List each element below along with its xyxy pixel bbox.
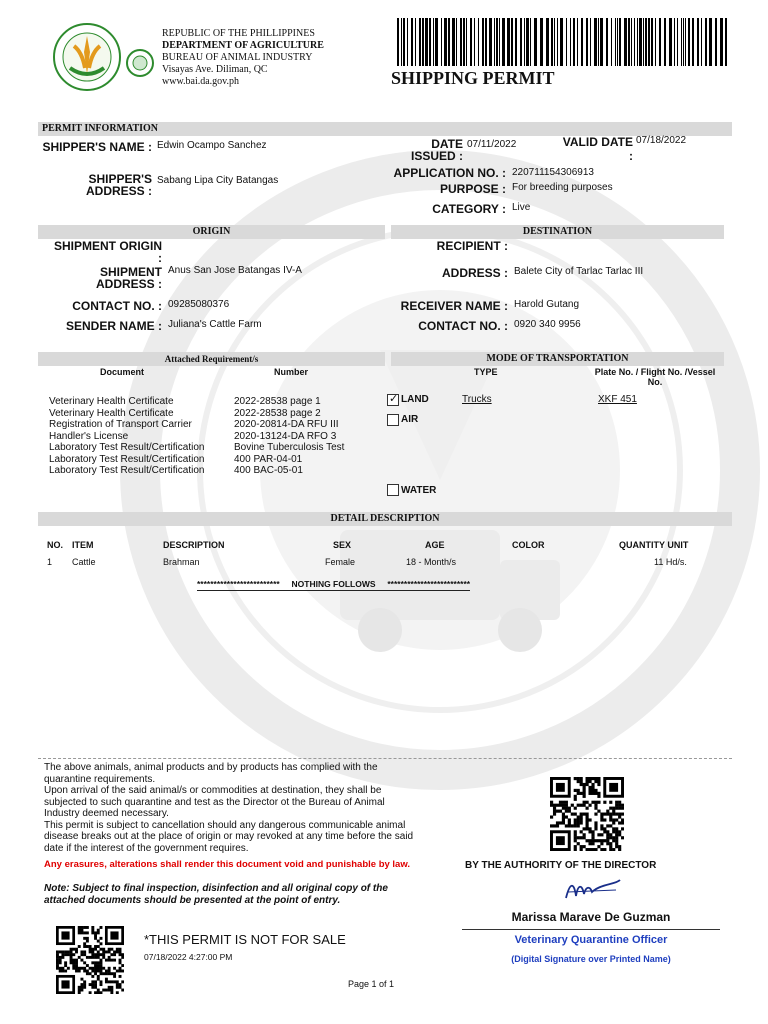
application-no-label: APPLICATION NO. : xyxy=(393,166,506,180)
detail-header-no: NO. xyxy=(47,540,64,550)
receiver-name-label: RECEIVER NAME : xyxy=(400,299,508,313)
shipper-name-label: SHIPPER'S NAME : xyxy=(42,140,152,154)
shipment-origin-label-1: SHIPMENT ORIGIN xyxy=(53,239,162,253)
footer-note-line2: attached documents should be presented at the point of entry. xyxy=(44,894,341,906)
qr-code-icon xyxy=(550,777,624,851)
detail-header-description: DESCRIPTION xyxy=(163,540,225,550)
signature-line xyxy=(462,929,720,930)
air-checkbox[interactable] xyxy=(387,414,399,426)
valid-date-label-1: VALID DATE xyxy=(562,135,633,149)
category-label: CATEGORY : xyxy=(432,202,506,216)
document-number: 2022-28538 page 1 xyxy=(234,396,321,407)
footer-para3-line3: date if the interest of the government requires. xyxy=(44,842,249,854)
origin-contact-label: CONTACT NO. : xyxy=(72,299,162,313)
transport-col-plate-2: No. xyxy=(647,377,663,387)
footer-para2-line2: subjected to such quarantine and test as the Director ot the Bureau of Animal xyxy=(44,796,385,808)
requirements-title: Attached Requirement/s xyxy=(164,354,259,364)
document-item: Veterinary Health Certificate xyxy=(49,407,174,419)
checkmark-icon: ✓ xyxy=(389,393,399,405)
date-issued: 07/11/2022 xyxy=(467,139,517,150)
da-logo-icon xyxy=(52,22,122,92)
timestamp: 07/18/2022 4:27:00 PM xyxy=(144,952,233,962)
document-item: Handler's License xyxy=(49,430,129,442)
footer-para3-line2: disease breaks out at the place of origin or may revoked at any time before the said xyxy=(44,831,414,842)
application-no: 220711154306913 xyxy=(512,167,594,178)
document-item: Registration of Transport Carrier xyxy=(49,419,192,430)
document-number: 2020-13124-DA RFO 3 xyxy=(234,430,337,442)
detail-header-item: ITEM xyxy=(72,540,94,550)
header-bureau: BUREAU OF ANIMAL INDUSTRY xyxy=(162,52,313,63)
signatory-title: Veterinary Quarantine Officer xyxy=(514,934,668,946)
detail-header-sex: SEX xyxy=(333,540,352,550)
valid-date: 07/18/2022 xyxy=(636,135,687,146)
purpose-label: PURPOSE : xyxy=(439,182,506,196)
detail-title: DETAIL DESCRIPTION xyxy=(330,513,440,524)
footer-para2-line3: Industry deemed necessary. xyxy=(44,808,169,819)
land-type: Trucks xyxy=(462,394,492,405)
signature-note: (Digital Signature over Printed Name) xyxy=(511,954,671,964)
transport-col-type: TYPE xyxy=(474,367,498,377)
transport-col-plate-1: Plate No. / Flight No. /Vessel xyxy=(594,367,716,377)
destination-address-label: ADDRESS : xyxy=(441,266,508,280)
signature-icon xyxy=(562,874,622,908)
document-number: 2020-20814-DA RFU III xyxy=(234,419,339,430)
destination-address: Balete City of Tarlac Tarlac III xyxy=(514,266,644,277)
not-for-sale: *THIS PERMIT IS NOT FOR SALE xyxy=(144,932,346,947)
air-label: AIR xyxy=(401,414,419,425)
signatory-name: Marissa Marave De Guzman xyxy=(511,910,671,924)
detail-header-quantity: QUANTITY UNIT xyxy=(619,540,689,550)
header-republic: REPUBLIC OF THE PHILLIPPINES xyxy=(162,28,315,39)
footer-para2-line1: Upon arrival of the said animal/s or commodities at destination, they shall be xyxy=(44,785,382,796)
requirements-col-document: Document xyxy=(100,367,145,377)
detail-header-color: COLOR xyxy=(512,540,545,550)
bai-logo-icon xyxy=(125,48,155,78)
shipper-name: Edwin Ocampo Sanchez xyxy=(157,140,267,151)
detail-row-sex: Female xyxy=(325,557,356,567)
land-plate: XKF 451 xyxy=(598,394,637,405)
valid-date-label-2: : xyxy=(629,149,633,163)
barcode-icon xyxy=(397,18,727,66)
permit-info-title: PERMIT INFORMATION xyxy=(42,123,159,134)
shipper-address: Sabang Lipa City Batangas xyxy=(157,175,279,186)
document-number: Bovine Tuberculosis Test xyxy=(234,442,345,453)
detail-row-age: 18 - Month/s xyxy=(406,557,457,567)
header-website: www.bai.da.gov.ph xyxy=(162,76,240,87)
shipment-address: Anus San Jose Batangas IV-A xyxy=(168,265,302,276)
authority-text: BY THE AUTHORITY OF THE DIRECTOR xyxy=(465,860,657,871)
document-item: Laboratory Test Result/Certification xyxy=(49,465,205,476)
transport-title: MODE OF TRANSPORTATION xyxy=(486,353,629,364)
date-issued-label-1: DATE xyxy=(431,137,463,151)
origin-contact: 09285080376 xyxy=(168,299,230,310)
footer-para3-line1: This permit is subject to cancellation should any dangerous communicable animal xyxy=(44,819,406,831)
detail-row-item: Cattle xyxy=(72,557,96,567)
page-number: Page 1 of 1 xyxy=(348,979,395,989)
header-address: Visayas Ave. Diliman, QC xyxy=(162,64,268,75)
footer-note-line1: Note: Subject to final inspection, disinfection and all original copy of the xyxy=(44,883,388,894)
document-item: Laboratory Test Result/Certification xyxy=(49,442,205,453)
shipment-origin-label-2: : xyxy=(158,251,162,265)
detail-row-no: 1 xyxy=(47,557,53,567)
footer-para1-line2: quarantine requirements. xyxy=(44,773,156,785)
footer-para1-line1: The above animals, animal products and by products has complied with the xyxy=(44,762,378,773)
document-number: 400 PAR-04-01 xyxy=(234,453,303,465)
water-label: WATER xyxy=(401,485,437,496)
document-number: 400 BAC-05-01 xyxy=(234,465,303,476)
sender-name-label: SENDER NAME : xyxy=(65,319,162,333)
category: Live xyxy=(512,202,531,213)
qr-code-icon xyxy=(56,926,124,994)
purpose: For breeding purposes xyxy=(512,182,613,193)
date-issued-label-2: ISSUED : xyxy=(410,149,463,163)
destination-contact-label: CONTACT NO. : xyxy=(418,319,508,333)
receiver-name: Harold Gutang xyxy=(514,299,580,310)
water-checkbox[interactable] xyxy=(387,484,399,496)
shipment-address-label-1: SHIPMENT xyxy=(99,265,162,279)
document-item: Laboratory Test Result/Certification xyxy=(49,453,205,465)
document-title: SHIPPING PERMIT xyxy=(391,68,555,88)
shipper-address-label-1: SHIPPER'S xyxy=(88,172,152,186)
footer-divider xyxy=(38,758,732,759)
document-number: 2022-28538 page 2 xyxy=(234,407,321,419)
requirements-col-number: Number xyxy=(274,367,309,377)
header-department: DEPARTMENT OF AGRICULTURE xyxy=(162,40,324,51)
origin-title: ORIGIN xyxy=(192,226,231,237)
nothing-follows: ************************* NOTHING FOLLOWS ************************* xyxy=(197,579,471,589)
shipper-address-label-2: ADDRESS : xyxy=(85,184,152,198)
detail-header-age: AGE xyxy=(425,540,445,550)
footer-warning: Any erasures, alterations shall render this document void and punishable by law. xyxy=(44,859,411,870)
land-checkbox[interactable] xyxy=(387,394,399,406)
land-label: LAND xyxy=(401,394,429,405)
detail-row-description: Brahman xyxy=(163,557,200,567)
shipment-address-label-2: ADDRESS : xyxy=(95,277,162,291)
destination-title: DESTINATION xyxy=(522,226,593,237)
document-item: Veterinary Health Certificate xyxy=(49,396,174,407)
sender-name: Juliana's Cattle Farm xyxy=(168,319,262,330)
detail-row-quantity: 11 Hd/s. xyxy=(654,557,687,567)
destination-contact: 0920 340 9956 xyxy=(514,319,581,330)
recipient-label: RECIPIENT : xyxy=(436,239,508,253)
